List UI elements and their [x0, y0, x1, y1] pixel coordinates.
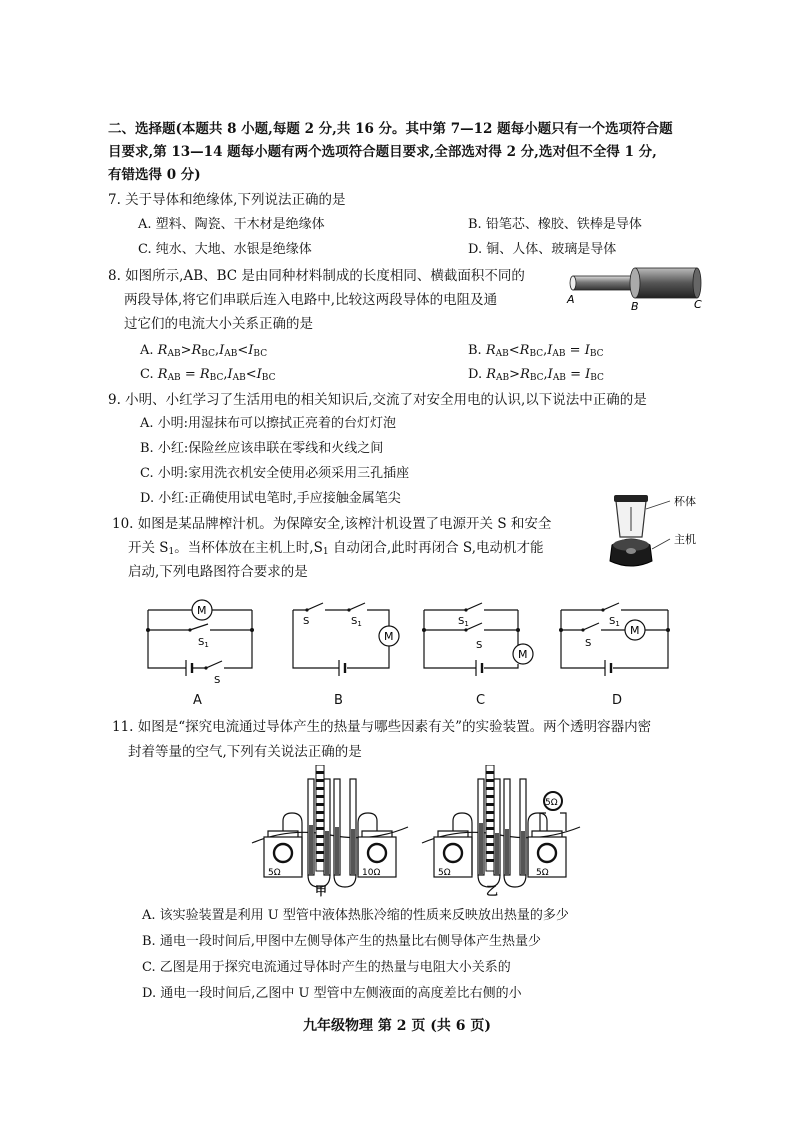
switch-s1-label: $S_1$	[609, 616, 620, 628]
q8-stem-line3: 过它们的电流大小关系正确的是	[124, 316, 313, 332]
q11-option-b: B. 通电一段时间后,甲图中左侧导体产生的热量比右侧导体产生热量少	[142, 934, 541, 949]
q10-stem-line2: 开关 $S_1$。当杯体放在主机上时$,S_1$ 自动闭合,此时再闭合 S,电动机才能	[128, 540, 544, 557]
circuit-c	[418, 588, 538, 688]
point-b-label: B	[631, 300, 639, 313]
juicer-lid	[614, 495, 648, 502]
q9-option-d: D. 小红:正确使用试电笔时,手应接触金属笔尖	[140, 491, 401, 506]
figure-yi-label: 乙	[486, 884, 499, 898]
q11-option-c: C. 乙图是用于探究电流通过导体时产生的热量与电阻大小关系的	[142, 960, 511, 975]
motor-label: M	[197, 604, 207, 617]
q11-stem-line2: 封着等量的空气,下列有关说法正确的是	[128, 744, 362, 760]
thin-conductor-ab	[573, 276, 635, 290]
q7-option-a: A. 塑料、陶瓷、干木材是绝缘体	[138, 217, 325, 232]
motor-label: M	[384, 630, 394, 643]
q9-option-c: C. 小明:家用洗衣机安全使用必须采用三孔插座	[140, 466, 410, 481]
switch-s-label: S	[303, 616, 310, 627]
q10-stem-line3: 启动,下列电路图符合要求的是	[128, 564, 308, 580]
heat-apparatus-yi	[420, 765, 585, 900]
circuit-c-label: C	[476, 693, 486, 708]
circuit-b-label: B	[334, 693, 343, 708]
resistor-10-label: 10Ω	[362, 868, 381, 878]
switch-s1-label: $S_1$	[351, 616, 362, 628]
base-label: 主机	[674, 533, 696, 546]
motor-label: M	[630, 624, 640, 637]
resistor-5-outer-label: 5Ω	[545, 798, 558, 808]
point-c-label: C	[694, 298, 702, 311]
circuit-d	[553, 588, 678, 688]
q10-stem-line1: 10. 如图是某品牌榨汁机。为保障安全,该榨汁机设置了电源开关 S 和安全	[112, 516, 552, 532]
q9-option-a: A. 小明:用湿抹布可以擦拭正亮着的台灯灯泡	[140, 416, 397, 431]
q7-option-b: B. 铅笔芯、橡胶、铁棒是导体	[468, 217, 642, 232]
q11-option-a: A. 该实验装置是利用 U 型管中液体热胀冷缩的性质来反映放出热量的多少	[142, 908, 569, 923]
q8-conductor-figure	[565, 262, 710, 314]
switch-s-label: S	[585, 638, 592, 649]
section-title-line2: 目要求,第 13—14 题每小题有两个选项符合题目要求,全部选对得 2 分,选对但不全得 1 分,	[108, 144, 657, 160]
juicer-figure	[598, 487, 718, 582]
circuit-b	[285, 588, 405, 688]
q7-option-d: D. 铜、人体、玻璃是导体	[468, 242, 617, 257]
switch-s-label: S	[476, 640, 483, 651]
page-footer: 九年级物理 第 2 页 (共 6 页)	[303, 1018, 491, 1034]
heat-apparatus-jia	[250, 765, 410, 900]
q8-option-d: D. $R_{AB}>R_{BC},I_{AB} = I_{BC}$	[468, 367, 604, 383]
q8-option-a: A. $R_{AB}>R_{BC},I_{AB}<I_{BC}$	[140, 343, 268, 359]
section-title-line1: 二、选择题(本题共 8 小题,每题 2 分,共 16 分。其中第 7—12 题每小题只有一个选项符合题	[108, 121, 673, 137]
circuit-d-label: D	[612, 693, 623, 708]
switch-s1-label: $S_1$	[458, 616, 469, 628]
point-a-label: A	[567, 293, 575, 306]
q9-option-b: B. 小红:保险丝应该串联在零线和火线之间	[140, 441, 384, 456]
switch-s1-label: $S_1$	[198, 637, 209, 649]
q11-stem-line1: 11. 如图是“探究电流通过导体产生的热量与哪些因素有关”的实验装置。两个透明容器内密	[112, 719, 652, 735]
circuit-a-label: A	[193, 693, 202, 708]
circuit-a	[140, 588, 260, 688]
q11-option-d: D. 通电一段时间后,乙图中 U 型管中左侧液面的高度差比右侧的小	[142, 986, 522, 1001]
q9-stem: 9. 小明、小红学习了生活用电的相关知识后,交流了对安全用电的认识,以下说法中正确的是	[108, 392, 647, 408]
q8-stem-line2: 两段导体,将它们串联后连入电路中,比较这两段导体的电阻及通	[124, 292, 498, 308]
q7-stem: 7. 关于导体和绝缘体,下列说法正确的是	[108, 192, 346, 208]
thick-conductor-bc	[635, 268, 697, 298]
resistor-5-left-label: 5Ω	[438, 868, 451, 878]
figure-jia-label: 甲	[315, 884, 328, 898]
q8-stem-line1: 8. 如图所示,AB、BC 是由同种材料制成的长度相同、横截面积不同的	[108, 268, 525, 284]
q8-option-c: C. $R_{AB} = R_{BC},I_{AB}<I_{BC}$	[140, 367, 276, 383]
q7-option-c: C. 纯水、大地、水银是绝缘体	[138, 242, 312, 257]
resistor-5-right-label: 5Ω	[536, 868, 549, 878]
cup-label: 杯体	[674, 495, 696, 508]
q8-option-b: B. $R_{AB}<R_{BC},I_{AB} = I_{BC}$	[468, 343, 604, 359]
motor-label: M	[518, 648, 528, 661]
switch-s-label: S	[214, 675, 221, 686]
resistor-5-label: 5Ω	[268, 868, 281, 878]
section-title-line3: 有错选得 0 分)	[108, 167, 201, 183]
